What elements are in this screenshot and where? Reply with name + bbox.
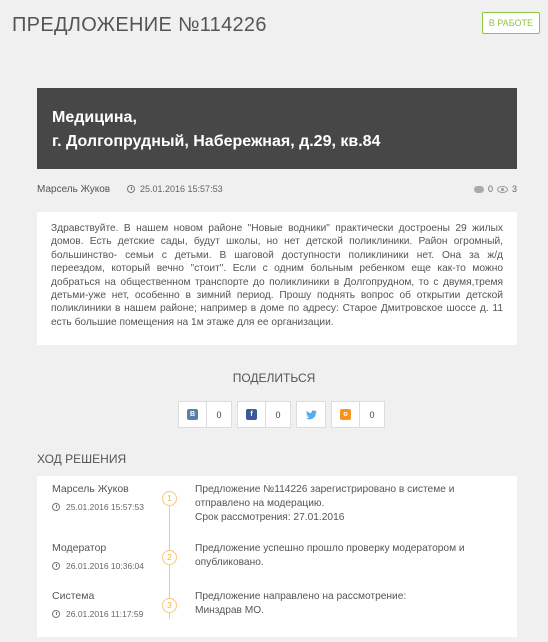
comment-count: 0 [487, 184, 493, 194]
step-number: 1 [162, 491, 177, 506]
step-date-text: 26.01.2016 11:17:59 [66, 609, 144, 619]
step-description [195, 542, 495, 570]
step-date-text: 26.01.2016 10:36:04 [66, 561, 144, 571]
category-title: Медицина, [52, 109, 137, 126]
share-vk-button[interactable] [178, 401, 232, 428]
step-number: 2 [162, 550, 177, 565]
step-date [52, 561, 144, 571]
clock-icon [52, 562, 60, 570]
publish-date-text: 25.01.2016 15:57:53 [140, 184, 223, 194]
step-date [52, 502, 144, 512]
facebook-icon: f [246, 409, 257, 420]
author-link[interactable]: Марсель Жуков [37, 184, 111, 195]
odnoklassniki-icon: o [340, 409, 351, 420]
eye-icon [497, 186, 508, 193]
proposal-text: Здравствуйте. В нашем новом районе "Новые водники" практически достроены 29 жилых домов. Есть детские сады, будут школы, но нет детской поликлиники. Район огромный, большинство- семьи с детьми. В шаговой доступности поликлиники нет. Она за ж/д переездом, который вечно "стоит". Если с одним больным ребенком еще как-то можно добраться на общественном транспорте до поликлиники в Долгопрудном, то с двумя,тремя детьми-уже нет, особенно в зимний период. Прошу поднять вопрос об открытии детской поликлиники в нашем районе; например в доме по адресу: Старое Дмитровское шоссе д. 11 есть большие помещения на 1м этаже для ее организации. [37, 212, 517, 345]
step-text-line: Предложение успешно прошло проверку модератором и [195, 543, 465, 554]
publish-date [127, 184, 223, 194]
status-badge: В РАБОТЕ [482, 12, 540, 34]
step-author: Система [52, 590, 95, 602]
progress-title: ХОД РЕШЕНИЯ [37, 452, 127, 466]
proposal-banner [37, 88, 517, 169]
share-facebook-count: 0 [275, 409, 281, 420]
step-text-line: Минздрав МО. [195, 605, 265, 616]
step-text-line: Срок рассмотрения: 27.01.2016 [195, 512, 345, 523]
step-description [195, 590, 495, 618]
step-text-line: Предложение направлено на рассмотрение: [195, 591, 407, 602]
step-author: Модератор [52, 542, 107, 554]
vk-icon: B [187, 409, 198, 420]
step-text-line: Предложение №114226 зарегистрировано в системе и [195, 484, 455, 495]
view-count: 3 [511, 184, 517, 194]
share-buttons [178, 401, 385, 428]
progress-timeline [37, 476, 517, 637]
step-date-text: 25.01.2016 15:57:53 [66, 502, 144, 512]
share-title: ПОДЕЛИТЬСЯ [232, 371, 316, 385]
share-vk-count: 0 [216, 409, 222, 420]
address-title: г. Долгопрудный, Набережная, д.29, кв.84 [52, 133, 381, 150]
step-text-line: отправлено на модерацию. [195, 498, 325, 509]
page-title: ПРЕДЛОЖЕНИЕ №114226 [12, 14, 267, 36]
share-facebook-button[interactable] [237, 401, 291, 428]
comment-icon [474, 186, 484, 193]
clock-icon [52, 503, 60, 511]
step-description [195, 483, 495, 525]
step-author: Марсель Жуков [52, 483, 129, 495]
proposal-meta [37, 184, 517, 198]
step-text-line: опубликовано. [195, 557, 264, 568]
step-date [52, 609, 143, 619]
clock-icon [127, 185, 135, 193]
stats [474, 184, 517, 194]
share-odnoklassniki-button[interactable] [331, 401, 385, 428]
twitter-icon [306, 410, 317, 420]
share-odnoklassniki-count: 0 [369, 409, 375, 420]
step-number: 3 [162, 598, 177, 613]
clock-icon [52, 610, 60, 618]
share-twitter-button[interactable] [296, 401, 326, 428]
